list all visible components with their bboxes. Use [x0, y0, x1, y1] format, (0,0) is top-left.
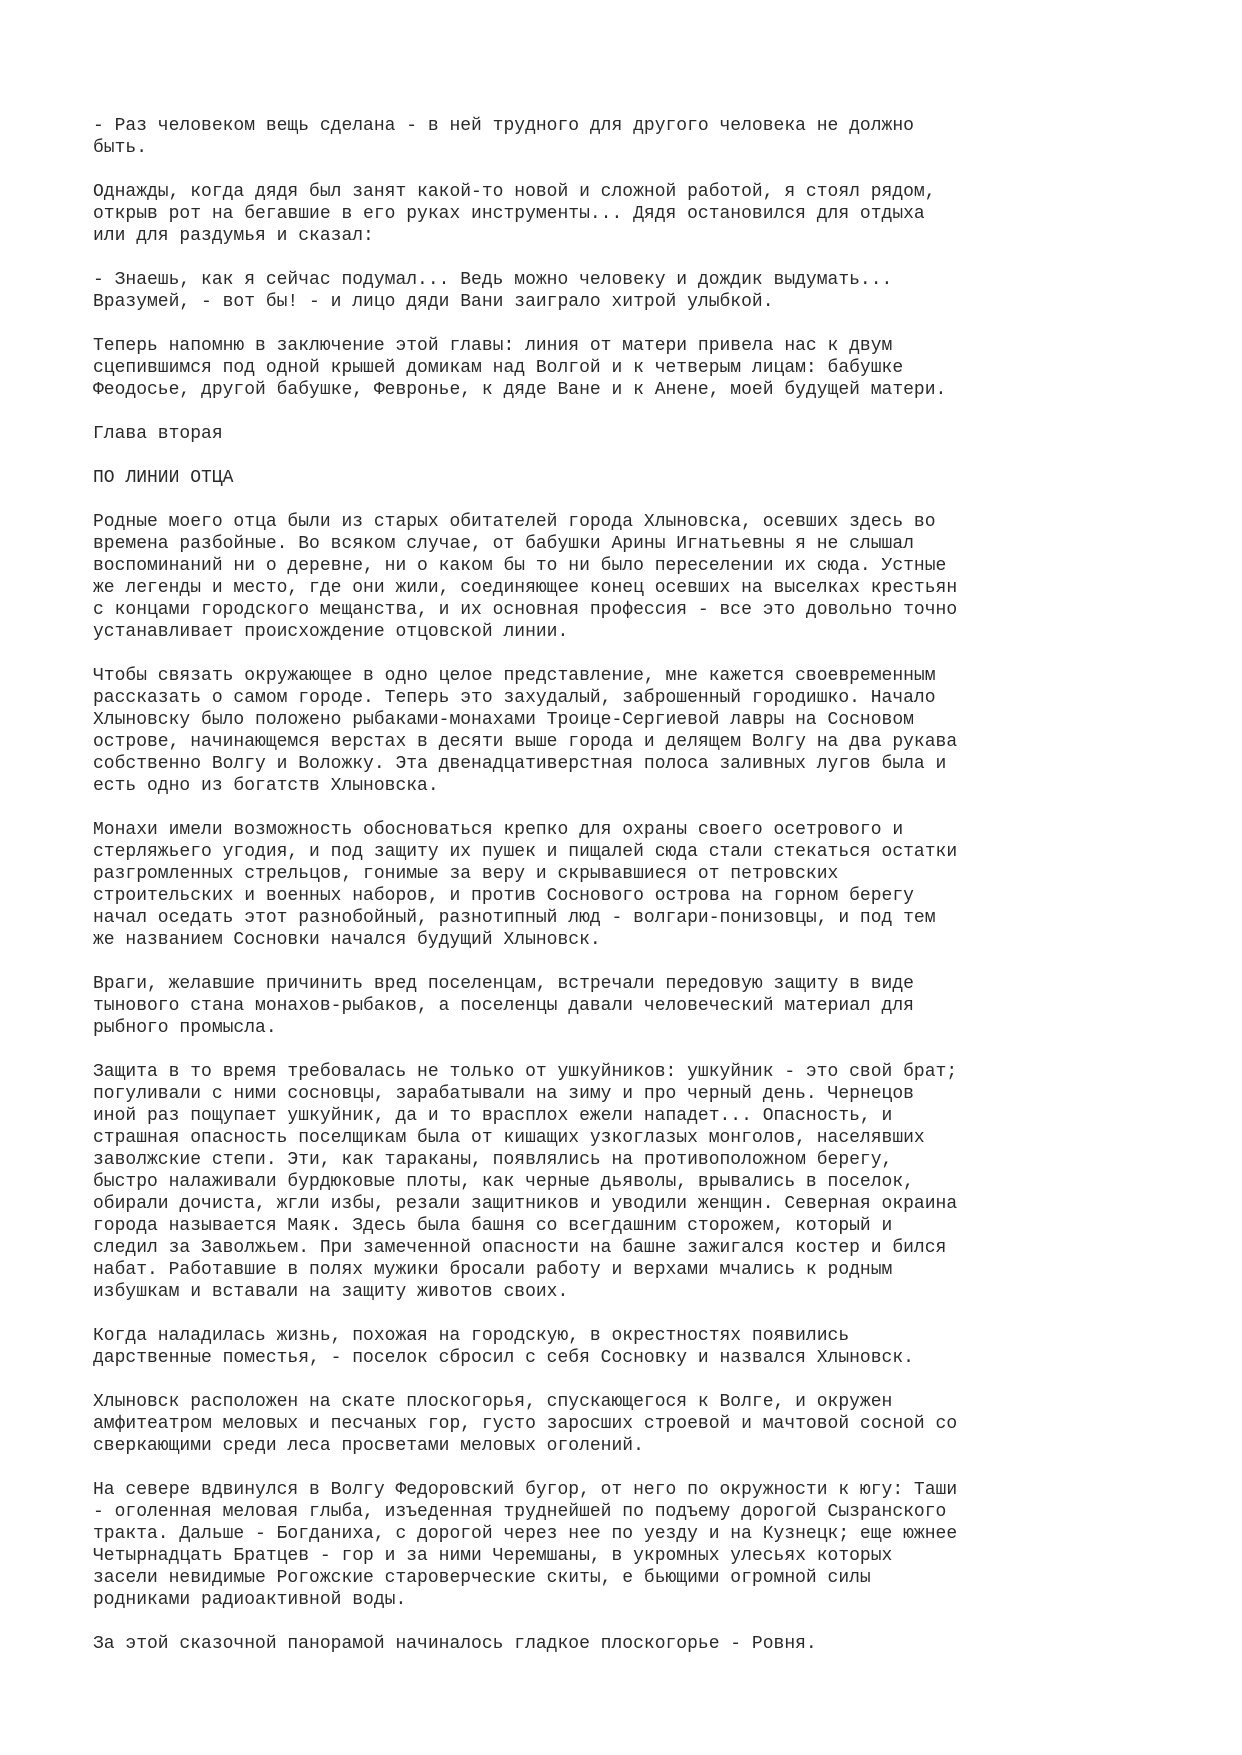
chapter-title: Глава вторая: [93, 424, 223, 444]
paragraph: - Знаешь, как я сейчас подумал... Ведь можно человеку и дождик выдумать... Вразумей, - вот бы! - и лицо дяди Вани заиграло хитрой улыбкой.: [93, 270, 893, 312]
paragraph: Родные моего отца были из старых обитателей города Хлыновска, осевших здесь во времена разбойные. Во всяком случае, от бабушки Арины Игнатьевны я не слышал воспоминаний ни о деревне, ни о каком бы то ни было переселении их сюда. Устные же легенды и место, где они жили, соединяющее конец осевших на выселках крестьян с концами городского мещанства, и их основная профессия - все это довольно точно устанавливает происхождение отцовской линии.: [93, 512, 958, 642]
paragraph: Теперь напомню в заключение этой главы: линия от матери привела нас к двум сцепившимся под одной крышей домикам над Волгой и к четверым лицам: бабушке Феодосье, другой бабушке, Февронье, к дяде Ване и к Анене, моей будущей матери.: [93, 336, 947, 400]
paragraph: Монахи имели возможность обосноваться крепко для охраны своего осетрового и стерляжьего угодия, и под защиту их пушек и пищалей сюда стали стекаться остатки разгромленных стрельцов, гонимые за веру и скрывавшиеся от петровских строительских и военных наборов, и против Соснового острова на горном берегу начал оседать этот разнобойный, разнотипный люд - волгари-понизовцы, и под тем же названием Сосновки начался будущий Хлыновск.: [93, 820, 958, 950]
paragraph: Враги, желавшие причинить вред поселенцам, встречали передовую защиту в виде тынового стана монахов-рыбаков, а поселенцы давали человеческий материал для рыбного промысла.: [93, 974, 914, 1038]
text-column: [93, 115, 1153, 1677]
paragraph: Хлыновск расположен на скате плоскогорья, спускающегося к Волге, и окружен амфитеатром меловых и песчаных гор, густо заросших строевой и мачтовой сосной со сверкающими среди леса просветами меловых оголений.: [93, 1392, 958, 1456]
paragraph: Чтобы связать окружающее в одно целое представление, мне кажется своевременным рассказать о самом городе. Теперь это захудалый, заброшенный городишко. Начало Хлыновску было положено рыбаками-монахами Троице-Сергиевой лавры на Сосновом острове, начинающемся верстах в десяти выше города и делящем Волгу на два рукава собственно Волгу и Воложку. Эта двенадцативерстная полоса заливных лугов была и есть одно из богатств Хлыновска.: [93, 666, 958, 796]
paragraph: Когда наладилась жизнь, похожая на городскую, в окрестностях появились дарственные поместья, - поселок сбросил с себя Сосновку и назвался Хлыновск.: [93, 1326, 914, 1368]
chapter-subtitle: ПО ЛИНИИ ОТЦА: [93, 468, 234, 488]
paragraph: - Раз человеком вещь сделана - в ней трудного для другого человека не должно быть.: [93, 116, 914, 158]
paragraph: Защита в то время требовалась не только от ушкуйников: ушкуйник - это свой брат; погуливали с ними сосновцы, зарабатывали на зиму и про черный день. Чернецов иной раз пощупает ушкуйник, да и то врасплох ежели нападет... Опасность, и страшная опасность поселщикам была от кишащих узкоглазых монголов, населявших заволжские степи. Эти, как тараканы, появлялись на противоположном берегу, быстро налаживали бурдюковые плоты, как черные дьяволы, врывались в поселок, обирали дочиста, жгли избы, резали защитников и уводили женщин. Северная окраина города называется Маяк. Здесь была башня со всегдашним сторожем, который и следил за Заволжьем. При замеченной опасности на башне зажигался костер и бился набат. Работавшие в полях мужики бросали работу и верхами мчались к родным избушкам и вставали на защиту животов своих.: [93, 1062, 958, 1302]
paragraph: За этой сказочной панорамой начиналось гладкое плоскогорье - Ровня.: [93, 1634, 817, 1654]
paragraph: На севере вдвинулся в Волгу Федоровский бугор, от него по окружности к югу: Таши - оголенная меловая глыба, изъеденная труднейшей по подъему дорогой Сызранского тракта. Дальше - Богданиха, с дорогой через нее по уезду и на Кузнецк; еще южнее Четырнадцать Братцев - гор и за ними Черемшаны, в укромных улесьях которых засели невидимые Рогожские староверческие скиты, е бьющими огромной силы родниками радиоактивной воды.: [93, 1480, 958, 1610]
paragraph: Однажды, когда дядя был занят какой-то новой и сложной работой, я стоял рядом, открыв рот на бегавшие в его руках инструменты... Дядя остановился для отдыха или для раздумья и сказал:: [93, 182, 936, 246]
